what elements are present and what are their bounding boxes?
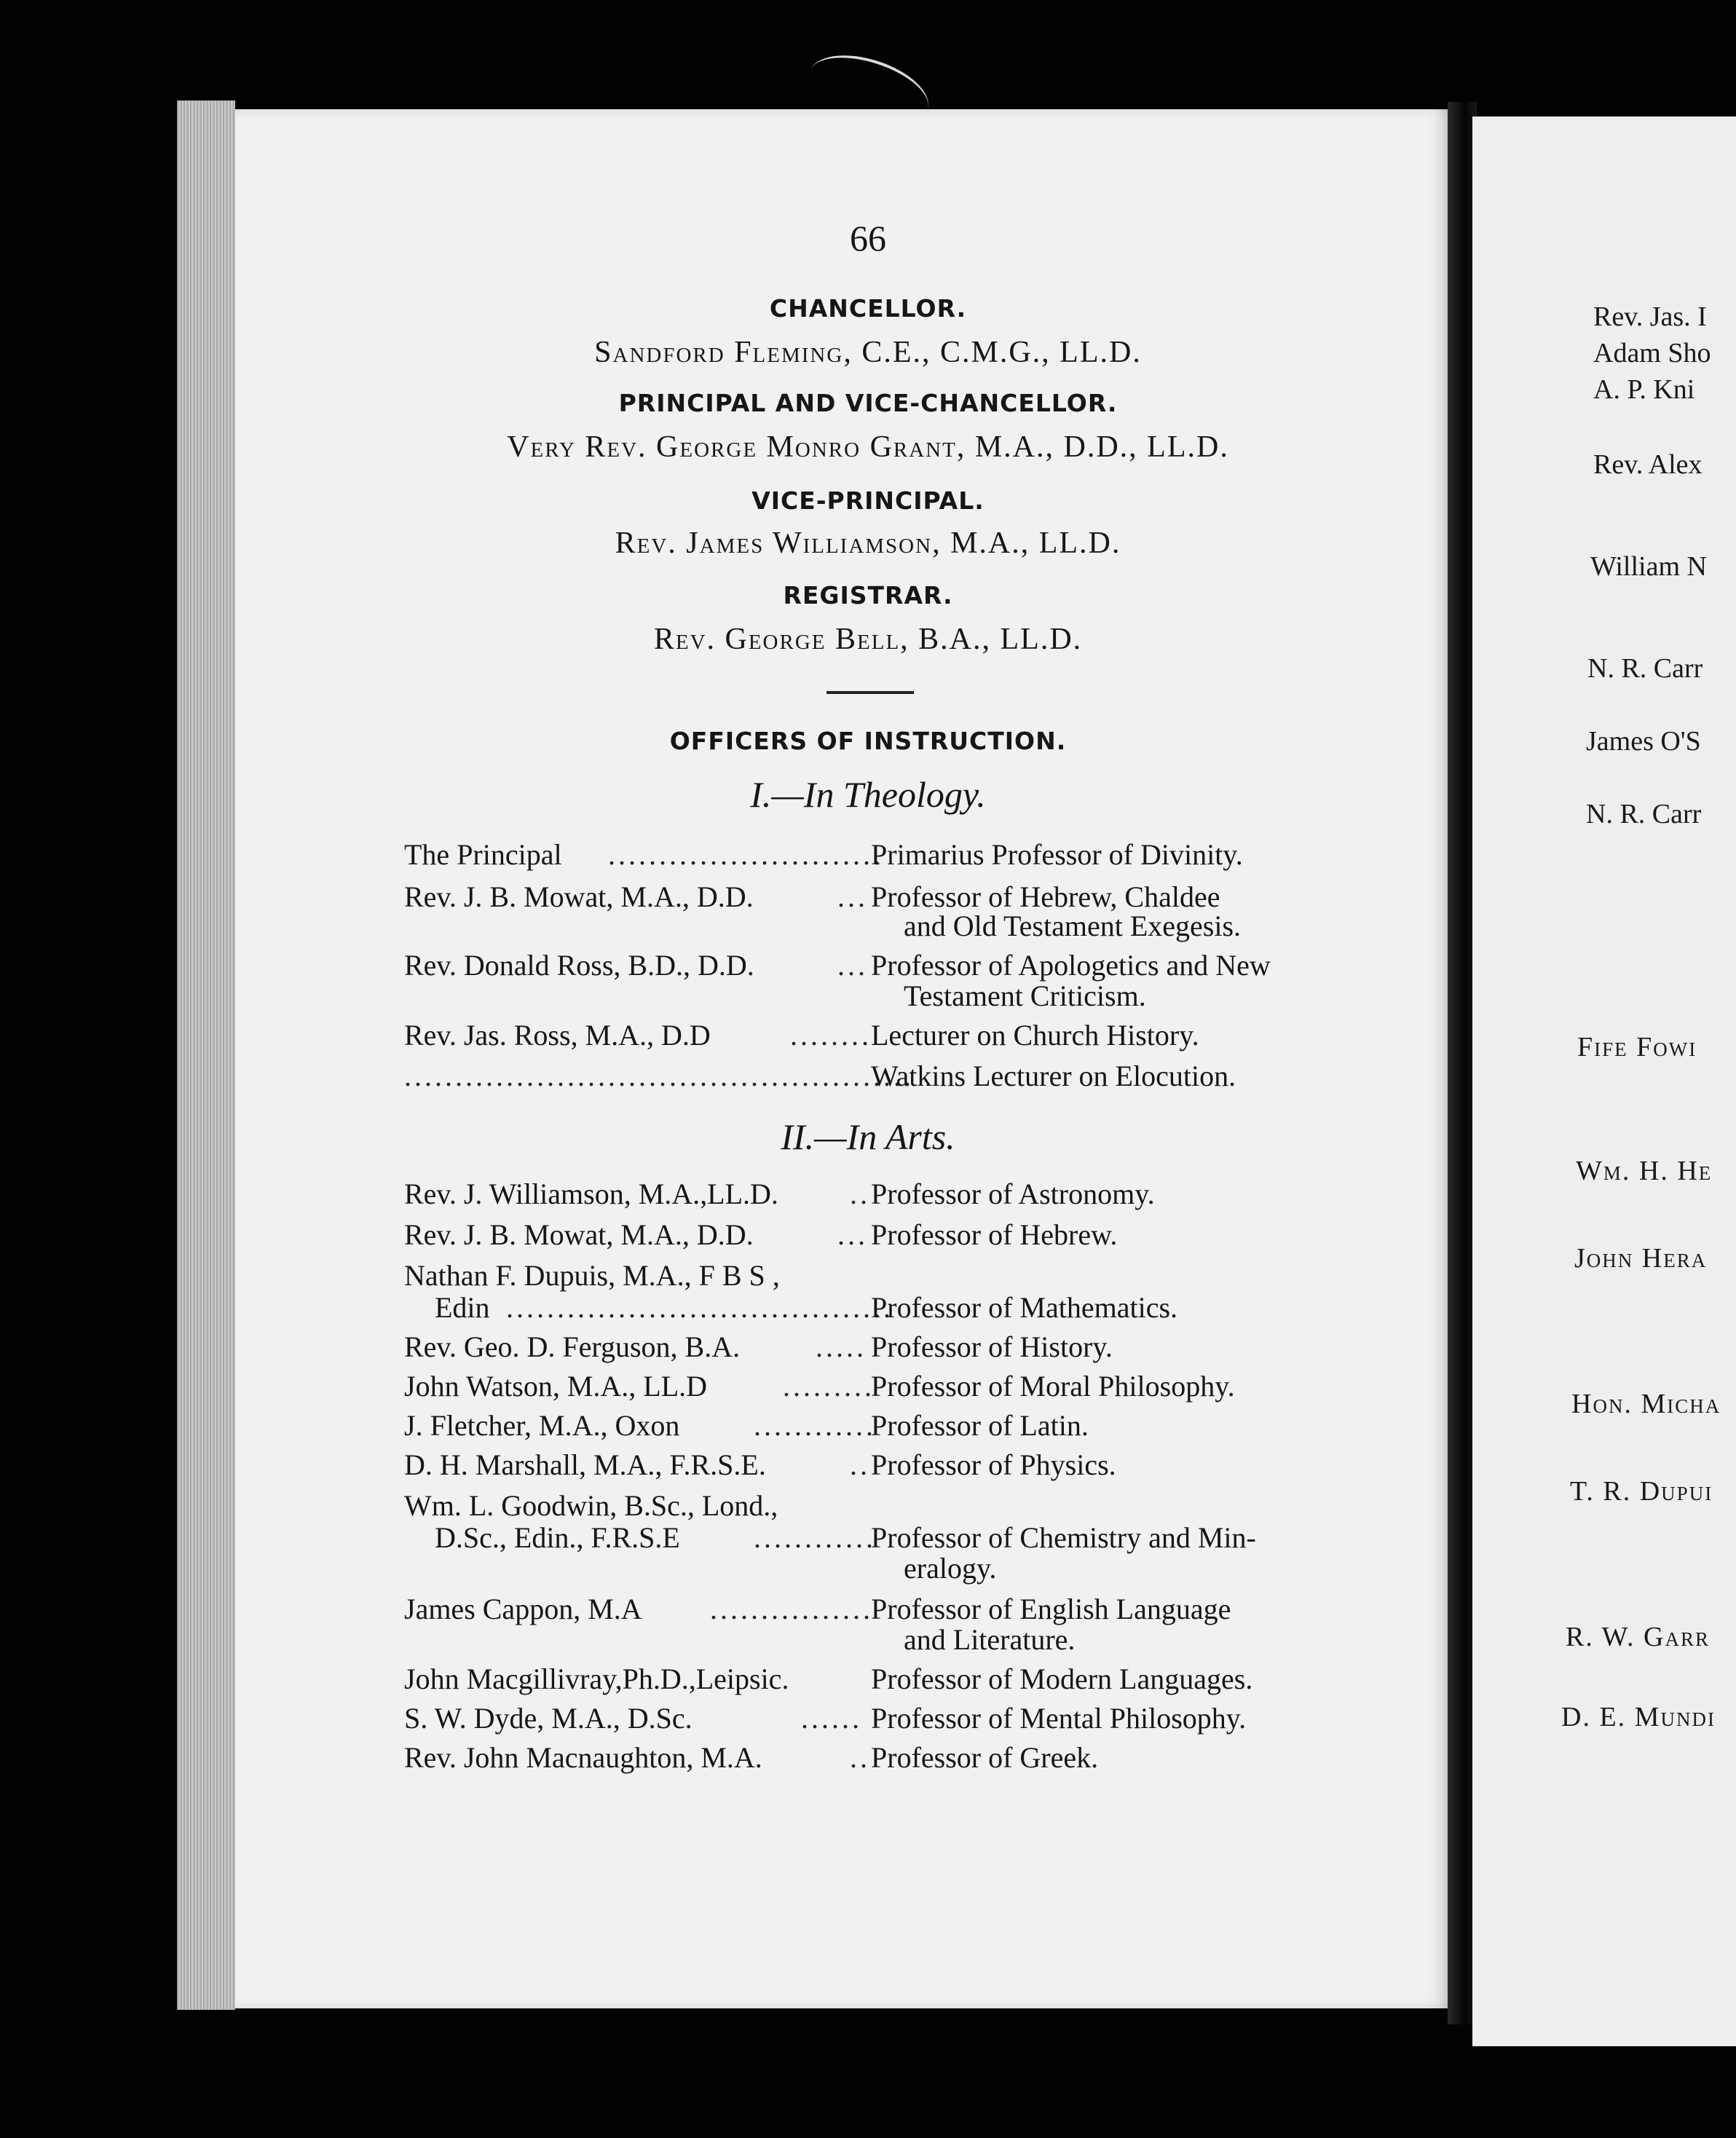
- position-continued: and Old Testament Exegesis.: [904, 910, 1242, 942]
- office-holder: Rev. George Bell, B.A., LL.D.: [653, 623, 1083, 656]
- officer-name: J. Fletcher, M.A., Oxon: [404, 1409, 680, 1442]
- officer-name-continued: Edin: [435, 1291, 490, 1324]
- page-edges: [177, 100, 235, 2010]
- page-number: 66: [850, 218, 886, 259]
- facing-line: N. R. Carr: [1587, 653, 1703, 684]
- facing-line: Rev. Alex: [1593, 449, 1703, 480]
- facing-line: John Hera: [1574, 1243, 1708, 1274]
- leader-dots: ...: [837, 949, 868, 982]
- office-title: VICE-PRINCIPAL.: [751, 486, 985, 515]
- list-item: [404, 1740, 1351, 1780]
- office-title: REGISTRAR.: [783, 581, 953, 610]
- list-item: [404, 1408, 1351, 1448]
- officer-name: Rev. J. B. Mowat, M.A., D.D.: [404, 1218, 754, 1251]
- position-continued: Testament Criticism.: [904, 979, 1146, 1012]
- facing-line: R. W. Garr: [1566, 1622, 1710, 1652]
- list-item: [404, 837, 1351, 877]
- leader-dots: ......................................: [506, 1291, 893, 1324]
- list-item: [404, 1701, 1351, 1740]
- officer-position: Professor of Modern Languages.: [871, 1662, 1253, 1695]
- officer-position: Professor of Mental Philosophy.: [871, 1702, 1247, 1735]
- list-item: [404, 1662, 1351, 1701]
- list-item: [404, 948, 1351, 987]
- leader-dots: ............: [754, 1521, 876, 1554]
- section-title: II.—In Arts.: [781, 1116, 955, 1157]
- officer-position: Professor of Hebrew, Chaldee: [871, 880, 1220, 913]
- office-title: PRINCIPAL AND VICE-CHANCELLOR.: [618, 389, 1118, 417]
- facing-line: T. R. Dupui: [1570, 1476, 1713, 1507]
- leader-dots: ..: [850, 1741, 870, 1774]
- list-item: [404, 1369, 1351, 1408]
- officer-position: Professor of Astronomy.: [871, 1178, 1155, 1210]
- officer-name: Rev. John Macnaughton, M.A.: [404, 1741, 762, 1774]
- officer-position: Professor of History.: [871, 1330, 1113, 1363]
- facing-line: James O'S: [1586, 726, 1701, 757]
- facing-line: William N: [1590, 551, 1707, 582]
- list-item: [404, 1592, 1351, 1631]
- officer-name: S. W. Dyde, M.A., D.Sc.: [404, 1702, 693, 1735]
- officer-name: Rev. Jas. Ross, M.A., D.D: [404, 1019, 711, 1052]
- facing-line: Adam Sho: [1593, 338, 1711, 368]
- officer-position: Professor of Chemistry and Min-: [871, 1521, 1256, 1554]
- officer-position: Watkins Lecturer on Elocution.: [871, 1060, 1236, 1092]
- list-item: [404, 1059, 1351, 1098]
- leader-dots: ...: [837, 880, 868, 913]
- officer-name: Rev. J. Williamson, M.A.,LL.D.: [404, 1178, 778, 1210]
- officer-position: Professor of Hebrew.: [871, 1218, 1118, 1251]
- facing-line: A. P. Kni: [1593, 374, 1695, 405]
- office-holder: Very Rev. George Monro Grant, M.A., D.D., LL.D.: [507, 430, 1229, 464]
- officer-position: Professor of Greek.: [871, 1741, 1099, 1774]
- officer-position: Professor of Apologetics and New: [871, 949, 1271, 982]
- position-continued: eralogy.: [904, 1552, 997, 1585]
- leader-dots: ......: [801, 1702, 862, 1735]
- officers-heading: OFFICERS OF INSTRUCTION.: [669, 727, 1067, 755]
- list-item: [404, 1018, 1351, 1057]
- office-holder: Rev. James Williamson, M.A., LL.D.: [615, 526, 1121, 560]
- facing-line: D. E. Mundi: [1561, 1702, 1716, 1732]
- officer-name: John Macgillivray,Ph.D.,Leipsic.: [404, 1662, 789, 1695]
- officer-position: Primarius Professor of Divinity.: [871, 838, 1243, 871]
- officer-name: D. H. Marshall, M.A., F.R.S.E.: [404, 1448, 766, 1481]
- officer-name: Nathan F. Dupuis, M.A., F B S ,: [404, 1259, 780, 1292]
- position-continued: and Literature.: [904, 1623, 1076, 1656]
- officer-name: Rev. J. B. Mowat, M.A., D.D.: [404, 880, 754, 913]
- officer-position: Professor of English Language: [871, 1593, 1231, 1625]
- leader-dots: ........: [790, 1019, 872, 1052]
- section-title: I.—In Theology.: [750, 774, 986, 815]
- officer-name-continued: D.Sc., Edin., F.R.S.E: [435, 1521, 680, 1554]
- facing-line: Hon. Micha: [1571, 1389, 1721, 1419]
- list-item: [404, 1520, 1351, 1560]
- list-item: [404, 1448, 1351, 1487]
- officer-name: Wm. L. Goodwin, B.Sc., Lond.,: [404, 1489, 778, 1522]
- divider-rule: [826, 691, 914, 694]
- facing-line: Fife Fowi: [1577, 1032, 1697, 1062]
- list-item: [404, 1330, 1351, 1369]
- office-holder: Sandford Fleming, C.E., C.M.G., LL.D.: [594, 336, 1142, 369]
- officer-position: Professor of Latin.: [871, 1409, 1089, 1442]
- officer-position: Professor of Physics.: [871, 1448, 1116, 1481]
- officer-name: Rev. Donald Ross, B.D., D.D.: [404, 949, 754, 982]
- officer-position: Professor of Moral Philosophy.: [871, 1370, 1235, 1403]
- leader-dots: ..: [850, 1178, 870, 1210]
- officer-name: Rev. Geo. D. Ferguson, B.A.: [404, 1330, 741, 1363]
- facing-line: Wm. H. He: [1576, 1156, 1713, 1186]
- officer-position: Professor of Mathematics.: [871, 1291, 1178, 1324]
- leader-dots: .........: [783, 1370, 875, 1403]
- leader-dots: ...........................: [608, 838, 883, 871]
- leader-dots: .....: [816, 1330, 867, 1363]
- facing-line: N. R. Carr: [1586, 799, 1702, 829]
- officer-name: James Cappon, M.A: [404, 1593, 642, 1625]
- office-title: CHANCELLOR.: [769, 294, 967, 323]
- facing-line: Rev. Jas. I: [1593, 301, 1707, 332]
- leader-dots: ................: [710, 1593, 873, 1625]
- list-item: [404, 1177, 1351, 1216]
- leader-dots: ............: [754, 1409, 876, 1442]
- officer-name: John Watson, M.A., LL.D: [404, 1370, 708, 1403]
- officer-position: Lecturer on Church History.: [871, 1019, 1199, 1052]
- list-item: [404, 1290, 1351, 1330]
- list-item: [404, 1218, 1351, 1257]
- leader-dots: ..: [850, 1448, 870, 1481]
- leader-dots: ...: [837, 1218, 868, 1251]
- leader-dots: ..................................................: [404, 1060, 914, 1092]
- officer-name: The Principal: [404, 838, 562, 871]
